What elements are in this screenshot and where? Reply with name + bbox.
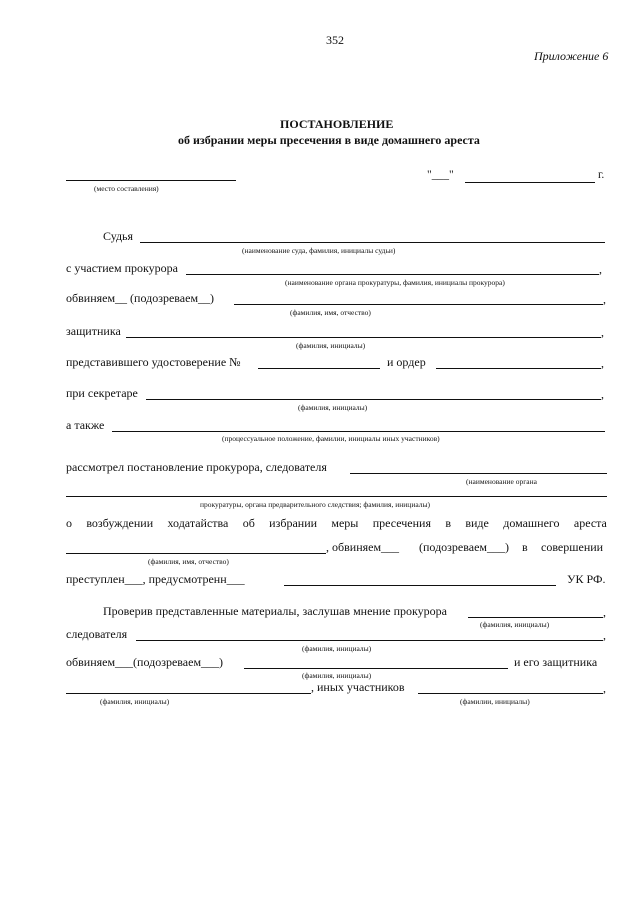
petition-word: пресечения bbox=[372, 516, 431, 530]
comma: , bbox=[603, 292, 606, 306]
investigator-caption: (фамилия, инициалы) bbox=[302, 644, 372, 653]
and-defender-label: и его защитника bbox=[514, 655, 598, 669]
considered-label: рассмотрел постановление прокурора, следователя bbox=[66, 460, 327, 474]
prosecutor-caption: (наименование органа прокуратуры, фамилия, инициалы прокурора) bbox=[285, 278, 505, 287]
date-quote[interactable]: "___" bbox=[427, 169, 454, 181]
prosecutor-label: с участием прокурора bbox=[66, 261, 179, 275]
accused-line[interactable] bbox=[234, 304, 603, 305]
also-label: а также bbox=[66, 418, 105, 432]
petition-word: об bbox=[242, 516, 255, 530]
secretary-label: при секретаре bbox=[66, 386, 138, 400]
other-participants-label: , иных участников bbox=[311, 680, 405, 694]
reviewed-label: Проверив представленные материалы, заслушав мнение прокурора bbox=[103, 604, 448, 618]
accused-caption: (фамилия, имя, отчество) bbox=[290, 308, 371, 317]
document-title: ПОСТАНОВЛЕНИЕ bbox=[280, 117, 394, 131]
petition-line bbox=[66, 516, 607, 531]
order-line[interactable] bbox=[436, 368, 601, 369]
investigator-line[interactable] bbox=[136, 640, 603, 641]
petition-word: домашнего bbox=[503, 516, 560, 530]
document-subtitle: об избрании меры пресечения в виде домашнего ареста bbox=[178, 133, 480, 147]
reviewed-line[interactable] bbox=[468, 617, 603, 618]
accused2-line[interactable] bbox=[244, 668, 508, 669]
petition-word: возбуждении bbox=[86, 516, 154, 530]
considered-line[interactable] bbox=[350, 473, 607, 474]
organ-caption: (наименование органа bbox=[466, 477, 537, 486]
organ-caption-2: прокуратуры, органа предварительного следствия; фамилия, инициалы) bbox=[200, 500, 431, 509]
last-caption-left: (фамилия, инициалы) bbox=[100, 697, 170, 706]
accused-commit-3: в bbox=[522, 540, 528, 554]
petition-word: виде bbox=[465, 516, 489, 530]
petition-word: о bbox=[66, 516, 72, 530]
accused-label: обвиняем__ (подозреваем__) bbox=[66, 291, 215, 305]
investigator-label: следователя bbox=[66, 627, 128, 641]
certificate-line[interactable] bbox=[258, 368, 380, 369]
petition-word: меры bbox=[331, 516, 359, 530]
other-participants-line[interactable] bbox=[418, 693, 603, 694]
page-number: 352 bbox=[326, 33, 344, 47]
reviewed-caption: (фамилия, инициалы) bbox=[480, 620, 550, 629]
fio-caption: (фамилия, имя, отчество) bbox=[148, 557, 229, 566]
comma: , bbox=[603, 605, 606, 619]
judge-label: Судья bbox=[103, 229, 134, 243]
place-line[interactable] bbox=[66, 180, 236, 181]
organ-line[interactable] bbox=[66, 496, 607, 497]
order-label: и ордер bbox=[387, 355, 426, 369]
certificate-label: представившего удостоверение № bbox=[66, 355, 241, 369]
also-line[interactable] bbox=[112, 431, 605, 432]
comma: , bbox=[601, 387, 604, 401]
comma: , bbox=[603, 628, 606, 642]
accused-commit-2: (подозреваем___) bbox=[419, 540, 509, 554]
secretary-line[interactable] bbox=[146, 399, 601, 400]
secretary-caption: (фамилия, инициалы) bbox=[298, 403, 368, 412]
petition-word: в bbox=[445, 516, 451, 530]
petition-word: ходатайства bbox=[167, 516, 229, 530]
accused2-caption: (фамилия, инициалы) bbox=[302, 671, 372, 680]
crime-line[interactable] bbox=[284, 585, 556, 586]
petition-word: избрании bbox=[269, 516, 318, 530]
appendix-label: Приложение 6 bbox=[534, 49, 609, 63]
defender-line[interactable] bbox=[126, 337, 601, 338]
uk-label: УК РФ. bbox=[567, 572, 606, 586]
accused-commit-1: , обвиняем___ bbox=[326, 540, 400, 554]
date-line[interactable] bbox=[465, 182, 595, 183]
participant-line[interactable] bbox=[66, 693, 311, 694]
fio-line[interactable] bbox=[66, 553, 326, 554]
place-caption: (место составления) bbox=[94, 184, 159, 193]
comma: , bbox=[601, 325, 604, 339]
petition-word: ареста bbox=[573, 516, 607, 530]
comma: , bbox=[603, 681, 606, 695]
prosecutor-line[interactable] bbox=[186, 274, 599, 275]
judge-line[interactable] bbox=[140, 242, 605, 243]
judge-caption: (наименование суда, фамилия, инициалы судьи) bbox=[242, 246, 396, 255]
comma: , bbox=[601, 356, 604, 370]
accused2-label: обвиняем___(подозреваем___) bbox=[66, 655, 224, 669]
accused-commit-4: совершении bbox=[541, 540, 604, 554]
defender-caption: (фамилия, инициалы) bbox=[296, 341, 366, 350]
year-suffix: г. bbox=[598, 169, 605, 181]
defender-label: защитника bbox=[66, 324, 121, 338]
crime-label: преступлен___, предусмотренн___ bbox=[66, 572, 245, 586]
comma: , bbox=[599, 262, 602, 276]
last-caption-right: (фамилии, инициалы) bbox=[460, 697, 530, 706]
also-caption: (процессуальное положение, фамилии, инициалы иных участников) bbox=[222, 434, 440, 443]
